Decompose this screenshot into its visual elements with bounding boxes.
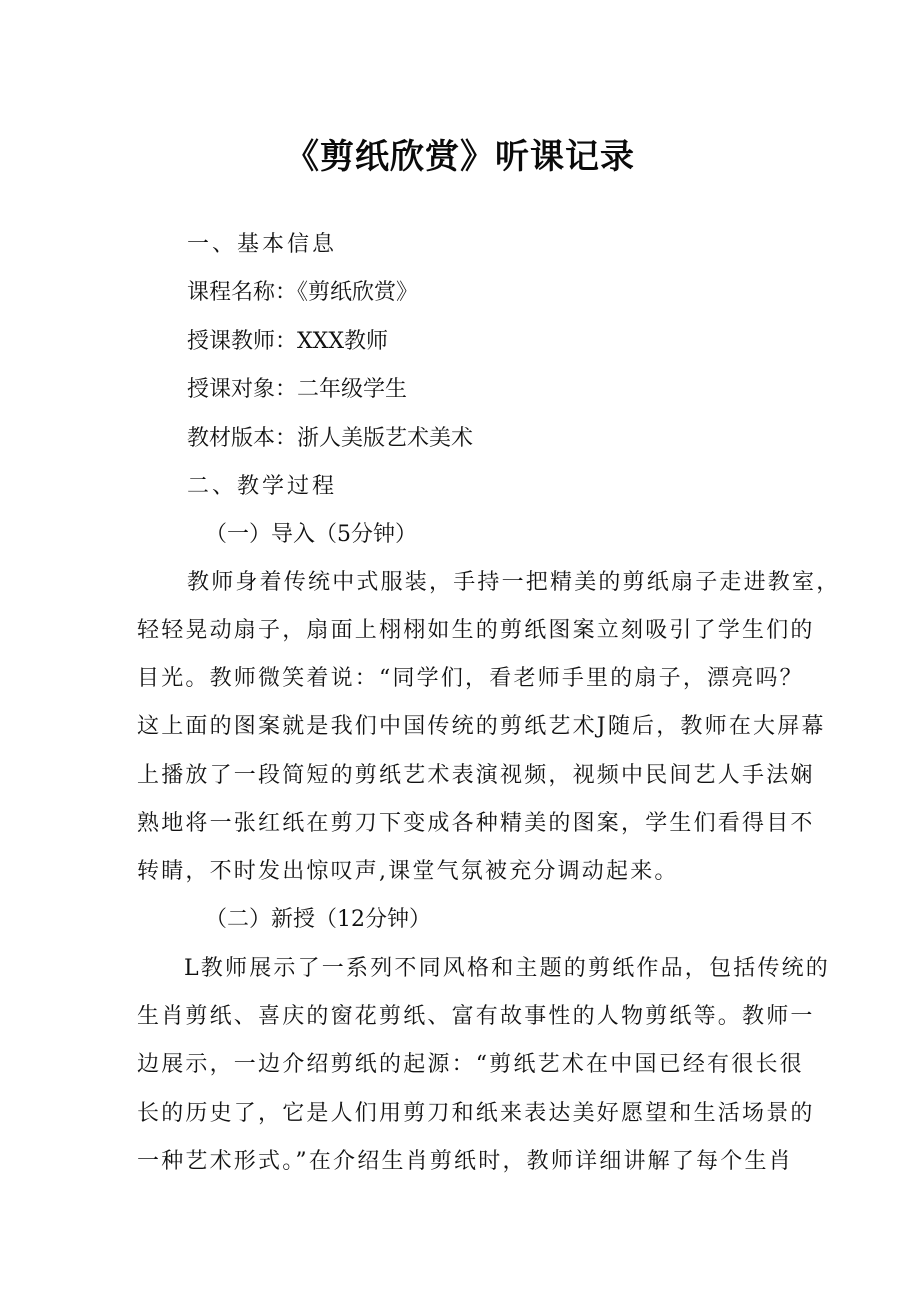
paragraph-line: 熟地将一张红纸在剪刀下变成各种精美的图案，学生们看得目不: [137, 811, 815, 836]
course-name-field: 课程名称：《剪纸欣赏》: [187, 280, 419, 305]
paragraph-line: 上播放了一段简短的剪纸艺术表演视频，视频中民间艺人手法娴: [137, 763, 815, 788]
paragraph-line: 教师身着传统中式服装，手持一把精美的剪纸扇子走进教室，: [187, 570, 841, 595]
document-title: 《剪纸欣赏》听课记录: [285, 137, 635, 177]
paragraph-line: L教师展示了一系列不同风格和主题的剪纸作品，包括传统的: [184, 956, 831, 981]
subsection-heading-intro: （一）导入（5分钟）: [205, 522, 417, 547]
section-heading-teaching-process: 二、教学过程: [187, 474, 338, 499]
section-heading-basic-info: 一、基本信息: [187, 232, 338, 257]
paragraph-line: 边展示，一边介绍剪纸的起源：“剪纸艺术在中国已经有很长很: [137, 1052, 804, 1077]
textbook-field: 教材版本：浙人美版艺术美术: [187, 426, 474, 451]
audience-field: 授课对象：二年级学生: [187, 377, 408, 402]
paragraph-line: 转睛，不时发出惊叹声,课堂气氛被充分调动起来。: [137, 859, 679, 884]
subsection-heading-new-lesson: （二）新授（12分钟）: [205, 907, 431, 932]
paragraph-line: 这上面的图案就是我们中国传统的剪纸艺术J随后，教师在大屏幕: [137, 714, 826, 739]
paragraph-line: 长的历史了，它是人们用剪刀和纸来表达美好愿望和生活场景的: [137, 1101, 815, 1126]
paragraph-line: 一种艺术形式。”在介绍生肖剪纸时，教师详细讲解了每个生肖: [137, 1149, 793, 1174]
teacher-field: 授课教师：XXX教师: [187, 329, 388, 354]
paragraph-line: 生肖剪纸、喜庆的窗花剪纸、富有故事性的人物剪纸等。教师一: [137, 1004, 815, 1029]
paragraph-line: 目光。教师微笑着说：“同学们，看老师手里的扇子，漂亮吗？: [137, 666, 804, 691]
paragraph-line: 轻轻晃动扇子，扇面上栩栩如生的剪纸图案立刻吸引了学生们的: [137, 618, 815, 643]
